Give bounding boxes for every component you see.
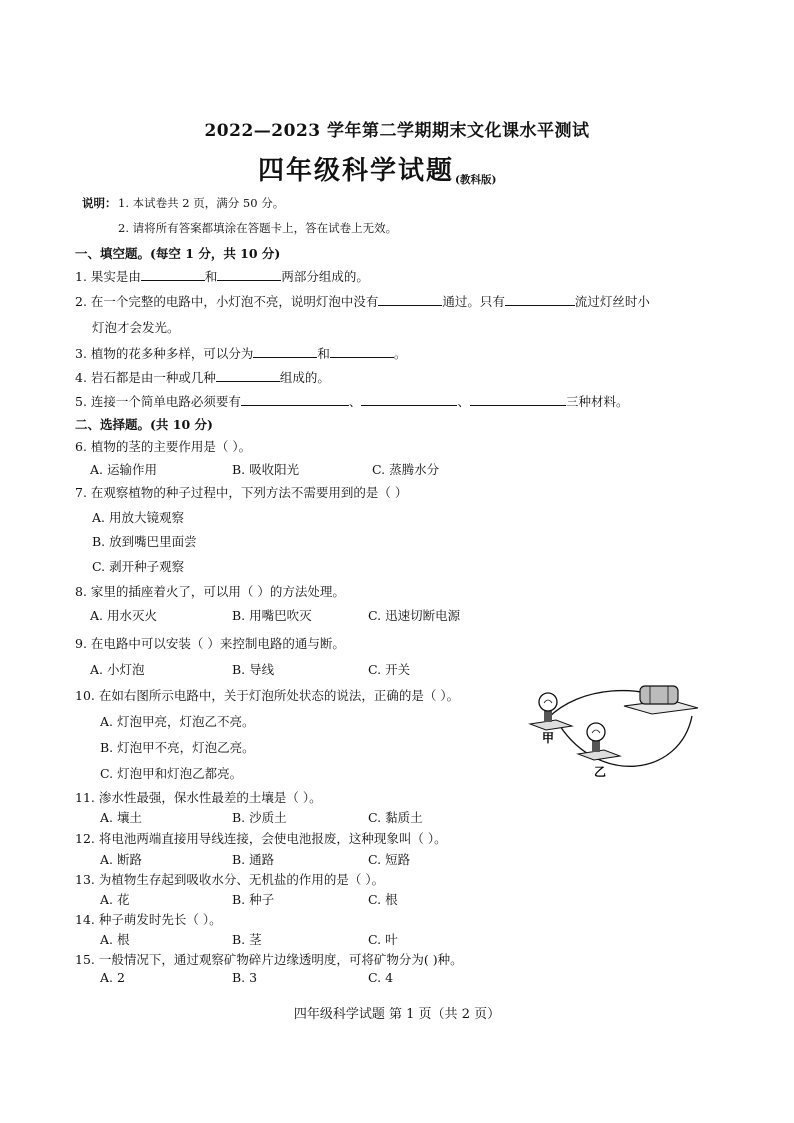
- q1-text-a: 1. 果实是由: [75, 269, 141, 284]
- question-9-option-a: A. 小灯泡: [90, 662, 145, 677]
- q5-text-d: 三种材料。: [565, 394, 629, 409]
- bulb-a-label: 甲: [542, 731, 555, 745]
- bulb-b-label: 乙: [594, 765, 607, 779]
- question-2: [75, 292, 650, 310]
- question-6-option-a: A. 运输作用: [90, 462, 157, 477]
- question-7-option-b: B. 放到嘴巴里面尝: [92, 534, 197, 549]
- question-13-stem: 13. 为植物生存起到吸收水分、无机盐的作用的是（ ）。: [75, 872, 385, 887]
- q4-blank-1: [216, 369, 280, 382]
- subject-title: 四年级科学试题: [258, 156, 455, 186]
- question-14-stem: 14. 种子萌发时先长（ ）。: [75, 912, 222, 927]
- q1-text-b: 和: [204, 269, 218, 284]
- question-7-option-a: A. 用放大镜观察: [92, 510, 184, 525]
- q2-blank-2: [505, 293, 575, 306]
- q2-text-c: 流过灯丝时小: [574, 294, 650, 309]
- q2-text-a: 2. 在一个完整的电路中，小灯泡不亮，说明灯泡中没有: [75, 294, 379, 309]
- question-5: [75, 392, 628, 410]
- edition-label: (教科版): [455, 174, 497, 186]
- page-footer: 四年级科学试题 第 1 页（共 2 页）: [293, 1007, 501, 1022]
- q3-blank-1: [253, 345, 317, 358]
- question-3: [75, 344, 406, 362]
- question-11-stem: 11. 渗水性最强，保水性最差的土壤是（ ）。: [75, 790, 322, 805]
- question-13-option-a: A. 花: [100, 892, 130, 907]
- exam-title: 2022—2023 学年第二学期期末文化课水平测试: [204, 121, 590, 141]
- q3-blank-2: [330, 345, 394, 358]
- question-8-option-c: C. 迅速切断电源: [368, 608, 461, 623]
- q4-text-b: 组成的。: [279, 370, 330, 385]
- question-11-option-c: C. 黏质土: [368, 810, 423, 825]
- q3-text-b: 和: [317, 346, 330, 361]
- question-7-option-c: C. 剥开种子观察: [92, 559, 185, 574]
- question-11-option-b: B. 沙质土: [232, 810, 287, 825]
- question-1: [75, 267, 369, 285]
- question-10-option-b: B. 灯泡甲不亮，灯泡乙亮。: [100, 740, 255, 755]
- question-15-stem: 15. 一般情况下，通过观察矿物碎片边缘透明度，可将矿物分为( )种。: [75, 952, 463, 967]
- q5-blank-1: [241, 393, 349, 406]
- question-6-option-b: B. 吸收阳光: [232, 462, 300, 477]
- q5-text-c: 、: [457, 394, 470, 409]
- question-10-option-a: A. 灯泡甲亮，灯泡乙不亮。: [100, 714, 255, 729]
- question-14-option-b: B. 茎: [232, 932, 262, 947]
- q5-text-b: 、: [348, 394, 362, 409]
- question-15-option-b: B. 3: [232, 970, 258, 985]
- q1-text-c: 两部分组成的。: [281, 269, 369, 284]
- question-8-option-b: B. 用嘴巴吹灭: [232, 608, 312, 623]
- section2-heading: 二、选择题。(共 10 分): [75, 417, 213, 432]
- question-9-option-c: C. 开关: [368, 662, 411, 677]
- question-6-option-c: C. 蒸腾水分: [372, 462, 440, 477]
- instructions-line1: 1. 本试卷共 2 页，满分 50 分。: [118, 196, 285, 210]
- question-9-option-b: B. 导线: [232, 662, 275, 677]
- q4-text-a: 4. 岩石都是由一种或几种: [75, 370, 216, 385]
- question-13-option-c: C. 根: [368, 892, 398, 907]
- question-12-option-a: A. 断路: [100, 852, 142, 867]
- question-9-stem: 9. 在电路中可以安装（ ）来控制电路的通与断。: [75, 636, 345, 651]
- question-13-option-b: B. 种子: [232, 892, 275, 907]
- question-7-stem: 7. 在观察植物的种子过程中，下列方法不需要用到的是（ ）: [75, 485, 408, 500]
- q5-blank-3: [470, 393, 566, 406]
- question-12-option-b: B. 通路: [232, 852, 275, 867]
- question-4: [75, 368, 330, 386]
- battery-box: [624, 686, 698, 714]
- question-6-stem: 6. 植物的茎的主要作用是（ ）。: [75, 439, 252, 454]
- question-8-stem: 8. 家里的插座着火了，可以用（ ）的方法处理。: [75, 584, 345, 599]
- question-2-cont: 灯泡才会发光。: [92, 320, 180, 335]
- q1-blank-2: [217, 268, 281, 281]
- q1-blank-1: [141, 268, 205, 281]
- question-10-option-c: C. 灯泡甲和灯泡乙都亮。: [100, 766, 243, 781]
- q5-blank-2: [361, 393, 457, 406]
- question-8-option-a: A. 用水灭火: [90, 608, 157, 623]
- question-14-option-c: C. 叶: [368, 932, 398, 947]
- question-10-stem: 10. 在如右图所示电路中，关于灯泡所处状态的说法，正确的是（ ）。: [75, 688, 460, 703]
- instructions-label: 说明：: [82, 196, 117, 210]
- question-15-option-c: C. 4: [368, 970, 394, 985]
- q3-text-a: 3. 植物的花多种多样，可以分为: [75, 346, 254, 361]
- q2-text-b: 通过。只有: [442, 294, 505, 309]
- bulb-a-stand: [530, 693, 572, 730]
- section1-heading: 一、填空题。(每空 1 分，共 10 分): [75, 246, 281, 261]
- q5-text-a: 5. 连接一个简单电路必须要有: [75, 394, 241, 409]
- instructions-line2: 2. 请将所有答案都填涂在答题卡上，答在试卷上无效。: [118, 221, 398, 235]
- bulb-b-stand: [578, 723, 620, 760]
- question-15-option-a: A. 2: [100, 970, 125, 985]
- question-12-option-c: C. 短路: [368, 852, 411, 867]
- circuit-diagram: [520, 676, 710, 786]
- question-11-option-a: A. 壤土: [100, 810, 142, 825]
- question-12-stem: 12. 将电池两端直接用导线连接，会使电池报废，这种现象叫（ ）。: [75, 831, 447, 846]
- q3-text-c: 。: [393, 346, 407, 361]
- question-14-option-a: A. 根: [100, 932, 130, 947]
- q2-blank-1: [378, 293, 442, 306]
